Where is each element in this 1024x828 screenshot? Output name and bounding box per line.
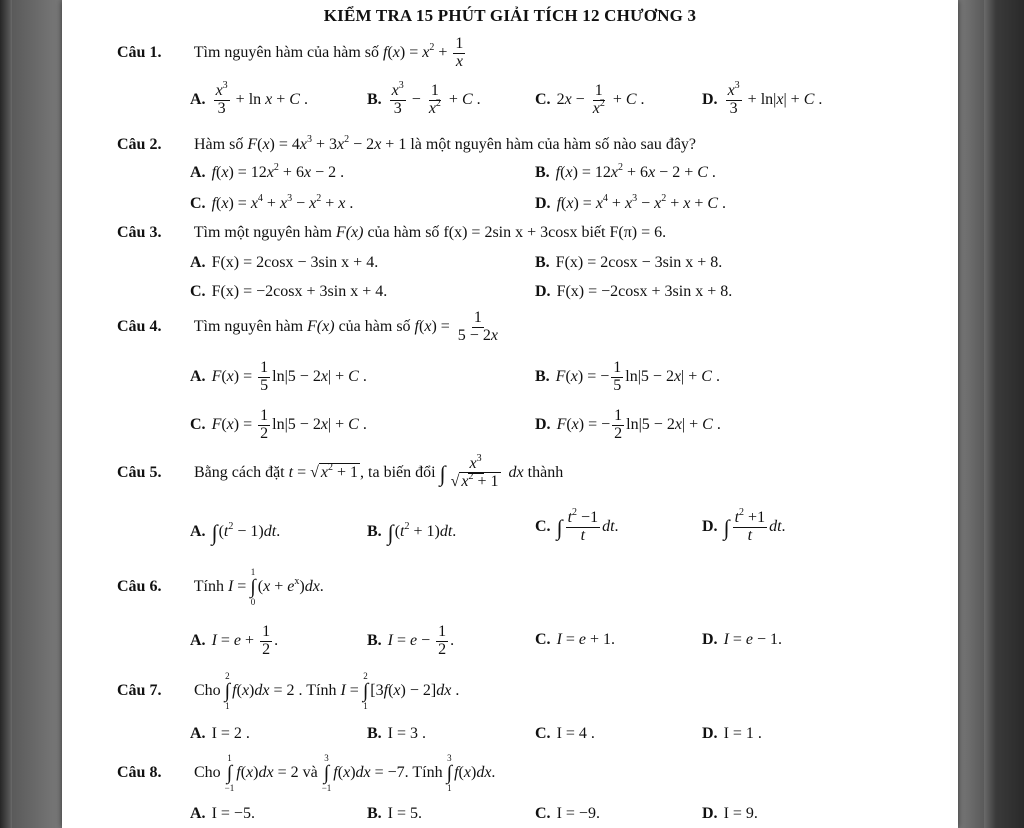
- question-number: Câu 7.: [117, 682, 162, 700]
- question-text-2: của hàm số: [367, 224, 440, 241]
- question-8: Câu 8. Cho 1 ∫ −1 f(x)dx = 2 và 3 ∫ −1 f(x)dx = −7. Tính 3 ∫ 1 f(x)dx.: [117, 753, 496, 793]
- q8-option-b[interactable]: B. I = 5.: [367, 805, 423, 822]
- q7-option-a[interactable]: A. I = 2 .: [190, 725, 250, 742]
- question-math: F(x): [307, 317, 335, 335]
- question-number: Câu 6.: [117, 578, 162, 596]
- page-title: KIỂM TRA 15 PHÚT GIẢI TÍCH 12 CHƯƠNG 3: [323, 6, 697, 25]
- question-number: Câu 4.: [117, 317, 162, 335]
- q1-option-b[interactable]: B. $\frac{x^3}{3}$ − $\frac{1}{x^2}$ + C .: [367, 80, 481, 117]
- q7-option-b[interactable]: B. I = 3 .: [367, 725, 427, 742]
- question-text: Cho: [194, 682, 221, 700]
- q5-option-c[interactable]: C. ∫ $\frac{t^2 -1}{t}$ dt.: [535, 507, 619, 544]
- question-text: Tìm một nguyên hàm: [193, 224, 332, 241]
- q3-option-c[interactable]: C. F(x) = −2cosx + 3sin x + 4.: [190, 283, 388, 300]
- question-text-3: Tính: [412, 764, 443, 782]
- q1-option-a[interactable]: A. $\frac{x^3}{3}$ + ln x + C .: [190, 80, 308, 117]
- question-2: Câu 2. Hàm số $F(x) = 4x^3 + 3x^2 - 2x + 1$ là một nguyên hàm của hàm số nào sau đây?: [117, 134, 697, 153]
- question-text-2: của hàm số: [338, 317, 411, 335]
- question-text-2: và: [302, 764, 318, 782]
- q2-option-d[interactable]: D. $f(x) = x^4 + x^3 - x^2 + x + C$ .: [535, 193, 727, 212]
- q6-option-c[interactable]: C. I = e + 1.: [535, 631, 616, 648]
- q2-option-a[interactable]: A. $f(x) = 12x^2 + 6x - 2$ .: [190, 162, 345, 181]
- q3-option-b[interactable]: B. F(x) = 2cosx − 3sin x + 8.: [535, 254, 723, 271]
- q2-option-b[interactable]: B. $f(x) = 12x^2 + 6x - 2 + C$ .: [535, 162, 716, 181]
- document-page: [62, 0, 958, 828]
- q2-option-c[interactable]: C. $f(x) = x^4 + x^3 - x^2 + x$ .: [190, 193, 354, 212]
- q3-option-d[interactable]: D. F(x) = −2cosx + 3sin x + 8.: [535, 283, 733, 300]
- question-text: Bằng cách đặt: [194, 463, 285, 481]
- question-number: Câu 2.: [117, 136, 162, 153]
- q5-option-d[interactable]: D. ∫ $\frac{t^2 +1}{t}$ dt.: [702, 507, 786, 544]
- question-text: Tìm nguyên hàm: [193, 317, 304, 335]
- question-6: Câu 6. Tính I = 1 ∫ 0 $(x + e^x)dx$.: [117, 567, 324, 607]
- q1-option-c[interactable]: C. 2x − $\frac{1}{x^2}$ + C .: [535, 82, 645, 117]
- question-text: Tính: [193, 578, 224, 596]
- viewer-scroll-track[interactable]: [984, 0, 1024, 828]
- question-number: Câu 3.: [117, 224, 162, 241]
- question-text: Tìm nguyên hàm của hàm số: [193, 43, 380, 61]
- q8-option-c[interactable]: C. I = −9.: [535, 805, 600, 822]
- q6-option-d[interactable]: D. I = e − 1.: [702, 631, 783, 648]
- page-shadow-right: [958, 0, 984, 828]
- q7-option-c[interactable]: C. I = 4 .: [535, 725, 595, 742]
- question-math-3: F(π) = 6.: [609, 224, 667, 241]
- question-text: Hàm số: [194, 136, 244, 153]
- question-text-2: Tính: [306, 682, 337, 700]
- question-math-2: f(x) = 2sin x + 3cosx: [443, 224, 578, 241]
- q7-option-d[interactable]: D. I = 1 .: [702, 725, 762, 742]
- question-1: [117, 36, 467, 71]
- q3-option-a[interactable]: A. F(x) = 2cosx − 3sin x + 4.: [190, 254, 379, 271]
- viewer-left-margin: [0, 0, 12, 828]
- q5-option-b[interactable]: B. $\int(t^2 + 1)dt$.: [367, 520, 457, 545]
- q4-option-c[interactable]: C. F(x) = $\frac{1}{2}$ ln|5 − 2x| + C .: [190, 407, 367, 442]
- question-3: [117, 224, 666, 242]
- question-number: Câu 8.: [117, 764, 162, 782]
- question-text-3: thành: [527, 463, 564, 481]
- question-4: Câu 4. Tìm nguyên hàm F(x) của hàm số f(x) = $\frac{1}{5 - 2x}$: [117, 309, 498, 344]
- q1-option-d[interactable]: D. $\frac{x^3}{3}$ + ln|x| + C .: [702, 80, 823, 117]
- page-shadow-left: [12, 0, 62, 828]
- question-5: Câu 5. Bằng cách đặt t = √ $x^2 + 1$ , ta biến đổi ∫ $\frac{x^3}{√ x^2 + 1}$ dx thành: [117, 453, 564, 490]
- q6-option-b[interactable]: B. I = e − $\frac{1}{2}$ .: [367, 623, 455, 658]
- question-text-3: biết: [581, 224, 606, 241]
- question-number: Câu 1.: [117, 43, 162, 61]
- q8-option-d[interactable]: D. I = 9.: [702, 805, 758, 822]
- question-text-2: ta biến đổi: [368, 463, 436, 481]
- q4-option-b[interactable]: B. F(x) = − $\frac{1}{5}$ ln|5 − 2x| + C .: [535, 359, 720, 394]
- question-7: Câu 7. Cho 2 ∫ 1 f(x)dx = 2 . Tính I = 2 ∫ 1 [3f(x) − 2]dx .: [117, 671, 460, 711]
- question-math: $f(x) = x^2$ + $\frac{1}{x}$: [383, 35, 464, 70]
- q6-option-a[interactable]: A. I = e + $\frac{1}{2}$ .: [190, 623, 279, 658]
- question-math: F(x): [335, 224, 364, 241]
- q4-option-d[interactable]: D. F(x) = − $\frac{1}{2}$ ln|5 − 2x| + C .: [535, 407, 721, 442]
- q5-option-a[interactable]: A. $\int(t^2 - 1)dt$.: [190, 520, 281, 545]
- q4-option-a[interactable]: A. F(x) = $\frac{1}{5}$ ln|5 − 2x| + C .: [190, 359, 367, 394]
- question-text-2: là một nguyên hàm của hàm số nào sau đây?: [410, 136, 697, 153]
- q8-option-a[interactable]: A. I = −5.: [190, 805, 255, 822]
- question-text: Cho: [194, 764, 221, 782]
- question-number: Câu 5.: [117, 463, 162, 481]
